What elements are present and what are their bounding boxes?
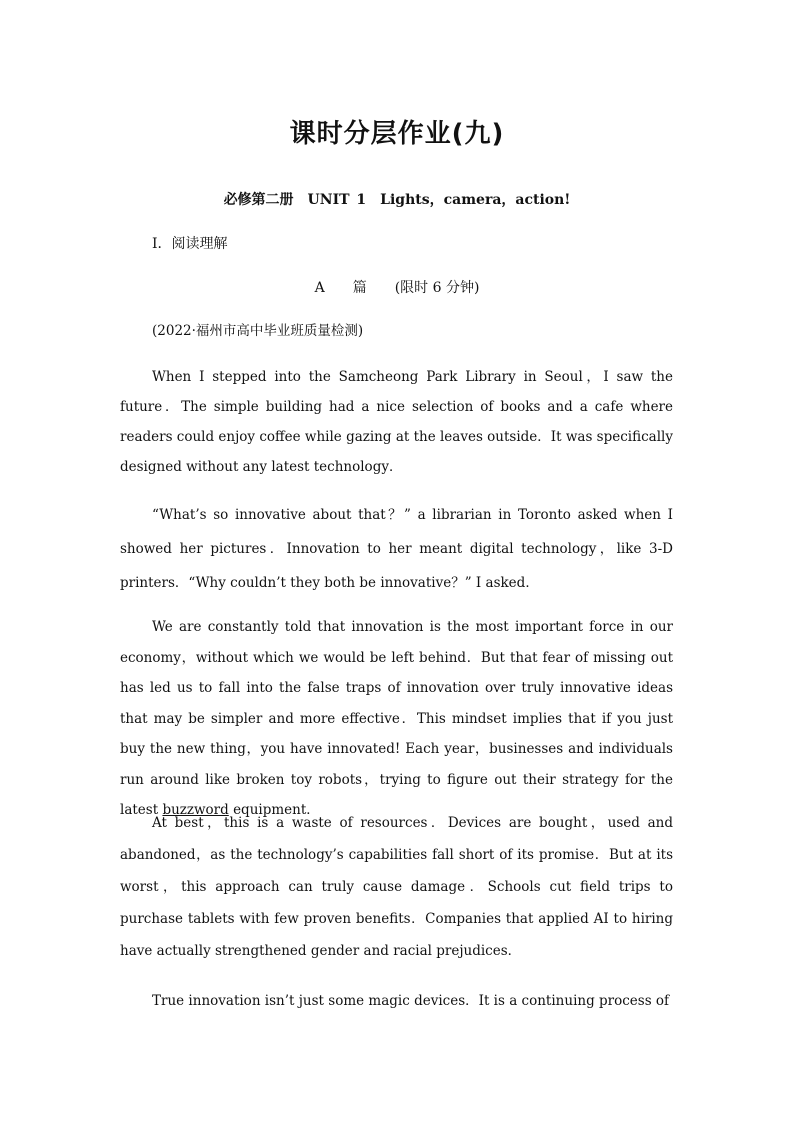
page-title: 课时分层作业(九)	[289, 119, 505, 149]
paragraph-3-text-b: equipment．	[228, 802, 320, 818]
unit-subtitle: 必修第二册 UNIT 1 Lights，camera，action!	[223, 192, 571, 208]
section-heading: Ⅰ．阅读理解	[152, 236, 228, 252]
underlined-word-buzzword: buzzword	[162, 802, 229, 818]
paragraph-1: When I stepped into the Samcheong Park Library in Seoul，I saw the future．The simple building had a nice selection of books and a cafe where readers could enjoy coffee while gazing at the leaves outside．It was specifically designed without any latest technology．	[120, 369, 673, 475]
paragraph-2: “What’s so innovative about that？” a librarian in Toronto asked when I showed her pictures．Innovation to her meant digital technology，like 3-D printers．“Why couldn’t they both be innovative？” I asked．	[120, 507, 673, 591]
paragraph-4: At best，this is a waste of resources．Devices are bought，used and abandoned，as the technology’s capabilities fall short of its promise．But at its worst，this approach can truly cause damage．Schools cut field trips to purchase tablets with few proven benefits．Companies that applied AI to hiring have actually strengthened gender and racial prejudices．	[120, 815, 673, 959]
passage-source: (2022·福州市高中毕业班质量检测)	[152, 323, 364, 339]
paragraph-3-text-a: We are constantly told that innovation is the most important force in our economy，without which we would be left behind．But that fear of missing out has led us to fall into the false traps of innovation over truly innovative ideas that may be simpler and more effective．This mindset implies that if you just buy the new thing，you have innovated! Each year，businesses and individuals run around like broken toy robots，trying to figure out their strategy for the latest	[120, 619, 673, 818]
paragraph-3	[120, 612, 673, 826]
paragraph-5: True innovation isn’t just some magic devices．It is a continuing process of	[152, 993, 670, 1009]
passage-heading: A 篇 (限时 6 分钟)	[314, 280, 480, 296]
